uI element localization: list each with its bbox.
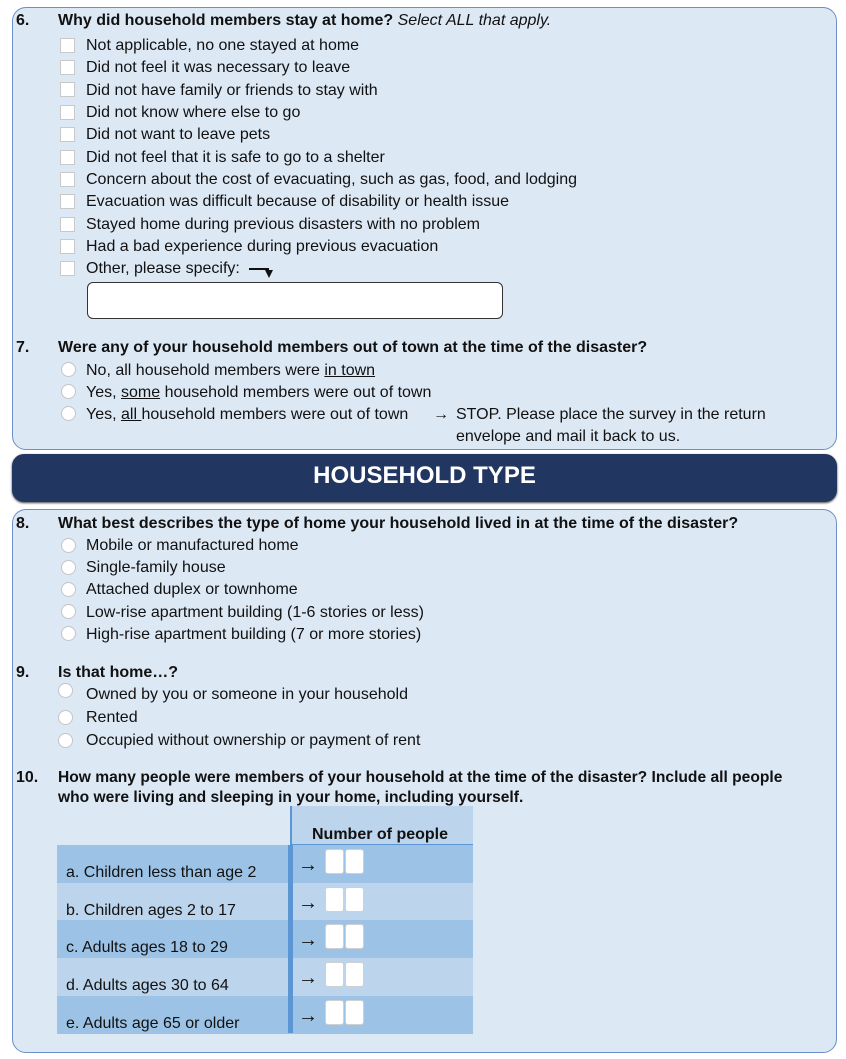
- q8-number: 8.: [16, 515, 30, 532]
- digit-box-ones[interactable]: [345, 1000, 364, 1025]
- q10-text-line2: who were living and sleeping in your home, including yourself.: [58, 789, 524, 806]
- row-label: b. Children ages 2 to 17: [66, 902, 236, 919]
- option-label: Stayed home during previous disasters with no problem: [86, 216, 480, 233]
- right-arrow-icon: →: [298, 854, 318, 876]
- option-label: Occupied without ownership or payment of rent: [86, 732, 421, 749]
- section-banner: [12, 454, 837, 502]
- radio-button[interactable]: [61, 582, 76, 597]
- checkbox[interactable]: [60, 38, 75, 53]
- q7-number: 7.: [16, 339, 30, 356]
- option-label: Did not have family or friends to stay with: [86, 82, 378, 99]
- checkbox[interactable]: [60, 217, 75, 232]
- row-label: a. Children less than age 2: [66, 864, 257, 881]
- radio-button[interactable]: [58, 733, 73, 748]
- option-label: Not applicable, no one stayed at home: [86, 37, 360, 54]
- option-label: Did not want to leave pets: [86, 126, 271, 143]
- option-label: Low-rise apartment building (1-6 stories or less): [86, 604, 424, 621]
- option-label: Mobile or manufactured home: [86, 537, 299, 554]
- arrow-down-icon: [265, 270, 273, 278]
- skip-instruction-line2: envelope and mail it back to us.: [456, 428, 681, 445]
- option-label: Concern about the cost of evacuating, such as gas, food, and lodging: [86, 171, 577, 188]
- row-label: e. Adults age 65 or older: [66, 1015, 240, 1032]
- option-label: Did not feel that it is safe to go to a shelter: [86, 149, 385, 166]
- radio-button[interactable]: [58, 710, 73, 725]
- radio-button[interactable]: [61, 626, 76, 641]
- table-row: [57, 920, 473, 958]
- radio-button[interactable]: [61, 538, 76, 553]
- option-label: No, all household members were in town: [86, 362, 376, 379]
- option-label: High-rise apartment building (7 or more stories): [86, 626, 422, 643]
- digit-box-tens[interactable]: [325, 887, 344, 912]
- checkbox[interactable]: [60, 105, 75, 120]
- skip-instruction-line1: STOP. Please place the survey in the return: [456, 406, 766, 423]
- right-arrow-icon: →: [298, 929, 318, 951]
- option-label: Evacuation was difficult because of disability or health issue: [86, 193, 510, 210]
- checkbox[interactable]: [60, 261, 75, 276]
- option-label: Yes, all household members were out of town: [86, 406, 409, 423]
- digit-box-ones[interactable]: [345, 887, 364, 912]
- option-label: Yes, some household members were out of town: [86, 384, 432, 401]
- row-label: d. Adults ages 30 to 64: [66, 977, 229, 994]
- option-label: Single-family house: [86, 559, 226, 576]
- number-of-people-header: [290, 806, 473, 846]
- table-row: [57, 996, 473, 1034]
- radio-button[interactable]: [61, 384, 76, 399]
- right-arrow-icon: →: [298, 967, 318, 989]
- table-row: [57, 958, 473, 996]
- option-label: Rented: [86, 709, 138, 726]
- digit-box-tens[interactable]: [325, 962, 344, 987]
- digit-box-ones[interactable]: [345, 849, 364, 874]
- q6-number: 6.: [16, 12, 30, 29]
- section-title: HOUSEHOLD TYPE: [313, 462, 536, 489]
- column-header-label: Number of people: [312, 826, 449, 843]
- skip-arrow-icon: →: [433, 406, 449, 423]
- checkbox[interactable]: [60, 194, 75, 209]
- option-label: Did not feel it was necessary to leave: [86, 59, 351, 76]
- q6-instruction: Select ALL that apply.: [397, 12, 552, 29]
- radio-button[interactable]: [58, 683, 73, 698]
- digit-box-tens[interactable]: [325, 849, 344, 874]
- radio-button[interactable]: [61, 362, 76, 377]
- radio-button[interactable]: [61, 560, 76, 575]
- checkbox[interactable]: [60, 150, 75, 165]
- q10-number: 10.: [16, 769, 39, 786]
- right-arrow-icon: →: [298, 892, 318, 914]
- digit-box-ones[interactable]: [345, 924, 364, 949]
- q10-text-line1: How many people were members of your household at the time of the disaster? Include all people: [58, 769, 783, 786]
- row-label: c. Adults ages 18 to 29: [66, 939, 228, 956]
- table-row: [57, 883, 473, 921]
- checkbox[interactable]: [60, 60, 75, 75]
- digit-box-ones[interactable]: [345, 962, 364, 987]
- q6-question: [58, 12, 551, 30]
- table-column-divider: [288, 845, 293, 1033]
- table-row: [57, 845, 473, 883]
- q9-number: 9.: [16, 664, 30, 681]
- option-label: Did not know where else to go: [86, 104, 301, 121]
- right-arrow-icon: →: [298, 1005, 318, 1027]
- option-label: Had a bad experience during previous evacuation: [86, 238, 439, 255]
- q7-text: Were any of your household members out of town at the time of the disaster?: [58, 339, 648, 356]
- q9-text: Is that home…?: [58, 664, 179, 681]
- digit-box-tens[interactable]: [325, 1000, 344, 1025]
- checkbox[interactable]: [60, 127, 75, 142]
- radio-button[interactable]: [61, 406, 76, 421]
- q8-text: What best describes the type of home your household lived in at the time of the disaster?: [58, 515, 739, 532]
- digit-box-tens[interactable]: [325, 924, 344, 949]
- checkbox[interactable]: [60, 172, 75, 187]
- option-label: Attached duplex or townhome: [86, 581, 298, 598]
- option-label: Other, please specify:: [86, 260, 240, 277]
- other-specify-input[interactable]: [87, 282, 503, 319]
- checkbox[interactable]: [60, 239, 75, 254]
- radio-button[interactable]: [61, 604, 76, 619]
- option-label: Owned by you or someone in your household: [86, 686, 408, 703]
- checkbox[interactable]: [60, 82, 75, 97]
- q6-text: Why did household members stay at home?: [58, 12, 394, 29]
